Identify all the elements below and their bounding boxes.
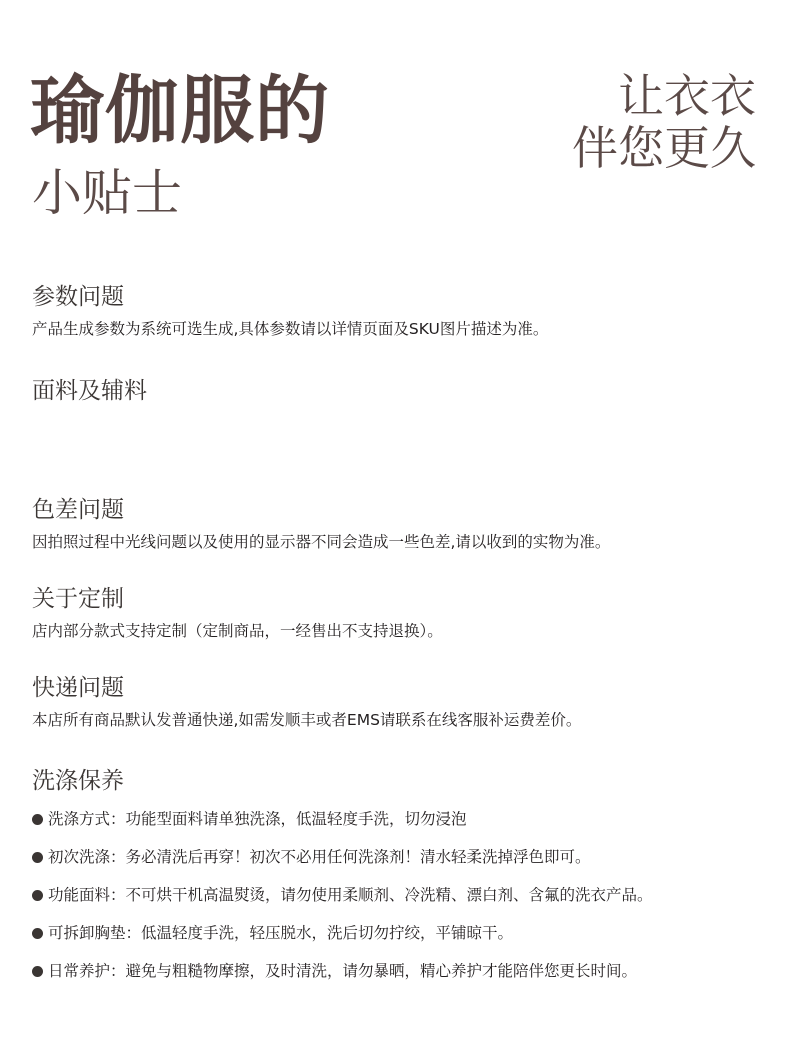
page-subtitle: 小贴士	[32, 164, 182, 222]
care-item-text: 可拆卸胸垫：低温轻度手洗，轻压脱水，洗后切勿拧绞，平铺晾干。	[48, 924, 514, 942]
section-fabric	[32, 376, 772, 406]
section-fabric-heading: 面料及辅料	[32, 378, 147, 404]
section-custom	[32, 584, 772, 642]
care-item-text: 洗涤方式：功能型面料请单独洗涤，低温轻度手洗，切勿浸泡	[48, 810, 467, 828]
section-shipping	[32, 673, 772, 731]
bullet-dot-icon	[32, 928, 43, 939]
care-list	[32, 808, 772, 982]
page-title: 瑜伽服的	[30, 68, 330, 154]
bullet-dot-icon	[32, 890, 43, 901]
section-custom-text: 店内部分款式支持定制（定制商品，一经售出不支持退换）。	[32, 622, 443, 640]
care-item-text: 初次洗涤：务必清洗后再穿！初次不必用任何洗涤剂！清水轻柔洗掉浮色即可。	[48, 848, 591, 866]
care-item-text: 日常养护：避免与粗糙物摩擦，及时清洗，请勿暴晒，精心养护才能陪伴您更长时间。	[48, 962, 638, 980]
bullet-dot-icon	[32, 852, 43, 863]
section-shipping-text: 本店所有商品默认发普通快递,如需发顺丰或者EMS请联系在线客服补运费差价。	[32, 711, 582, 729]
slogan-line-1: 让衣衣	[618, 69, 756, 123]
section-params-text: 产品生成参数为系统可选生成,具体参数请以详情页面及SKU图片描述为准。	[32, 320, 549, 338]
section-params	[32, 282, 772, 340]
slogan	[572, 70, 756, 174]
slogan-line-2: 伴您更久	[572, 121, 756, 175]
section-params-heading: 参数问题	[32, 284, 124, 310]
section-shipping-heading: 快递问题	[32, 675, 124, 701]
care-item-text: 功能面料：不可烘干机高温熨烫，请勿使用柔顺剂、冷洗精、漂白剂、含氟的洗衣产品。	[48, 886, 653, 904]
section-care	[32, 766, 772, 998]
bullet-dot-icon	[32, 966, 43, 977]
section-color	[32, 495, 772, 553]
care-item	[32, 808, 772, 830]
section-custom-heading: 关于定制	[32, 586, 124, 612]
section-color-heading: 色差问题	[32, 497, 124, 523]
care-item	[32, 960, 772, 982]
care-item	[32, 922, 772, 944]
section-care-heading: 洗涤保养	[32, 768, 124, 794]
section-color-text: 因拍照过程中光线问题以及使用的显示器不同会造成一些色差,请以收到的实物为准。	[32, 533, 611, 551]
care-item	[32, 846, 772, 868]
care-item	[32, 884, 772, 906]
bullet-dot-icon	[32, 814, 43, 825]
